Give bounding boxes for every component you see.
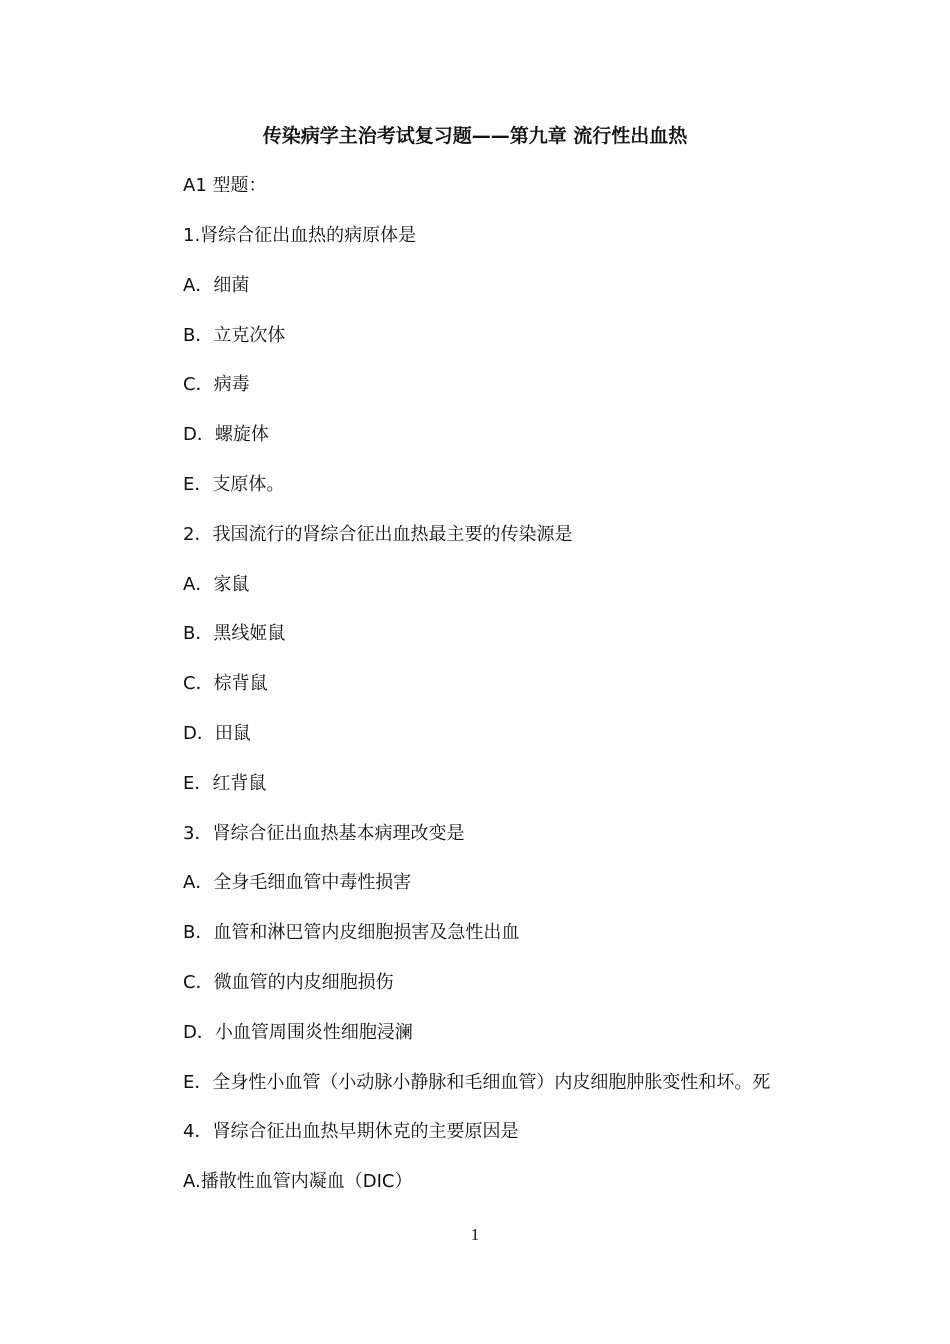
question-1-option-d: D．螺旋体 [183, 424, 269, 445]
question-3-option-e: E．全身性小血管（小动脉小静脉和毛细血管）内皮细胞肿胀变性和坏。死 [183, 1072, 771, 1093]
page-number: 1 [470, 1225, 480, 1244]
question-2: 2．我国流行的肾综合征出血热最主要的传染源是 [183, 524, 573, 545]
question-3-option-b: B．血管和淋巴管内皮细胞损害及急性出血 [183, 922, 520, 943]
question-4: 4．肾综合征出血热早期休克的主要原因是 [183, 1121, 519, 1142]
question-1: 1.肾综合征出血热的病原体是 [183, 225, 417, 246]
question-4-option-a: A.播散性血管内凝血（DIC） [183, 1171, 413, 1192]
question-2-option-d: D．田鼠 [183, 723, 251, 744]
question-1-option-e: E．支原体。 [183, 474, 285, 495]
question-2-option-a: A．家鼠 [183, 574, 250, 595]
question-2-option-b: B．黑线姬鼠 [183, 623, 286, 644]
question-1-option-b: B．立克次体 [183, 325, 286, 346]
question-2-option-e: E．红背鼠 [183, 773, 267, 794]
question-3-option-a: A．全身毛细血管中毒性损害 [183, 872, 412, 893]
question-1-option-c: C．病毒 [183, 374, 250, 395]
question-3-option-c: C．微血管的内皮细胞损伤 [183, 972, 394, 993]
document-title: 传染病学主治考试复习题——第九章 流行性出血热 [262, 125, 688, 147]
question-3: 3．肾综合征出血热基本病理改变是 [183, 823, 465, 844]
section-heading: A1 型题： [183, 175, 267, 196]
question-2-option-c: C．棕背鼠 [183, 673, 268, 694]
question-3-option-d: D．小血管周围炎性细胞浸澜 [183, 1022, 413, 1043]
question-1-option-a: A．细菌 [183, 275, 250, 296]
